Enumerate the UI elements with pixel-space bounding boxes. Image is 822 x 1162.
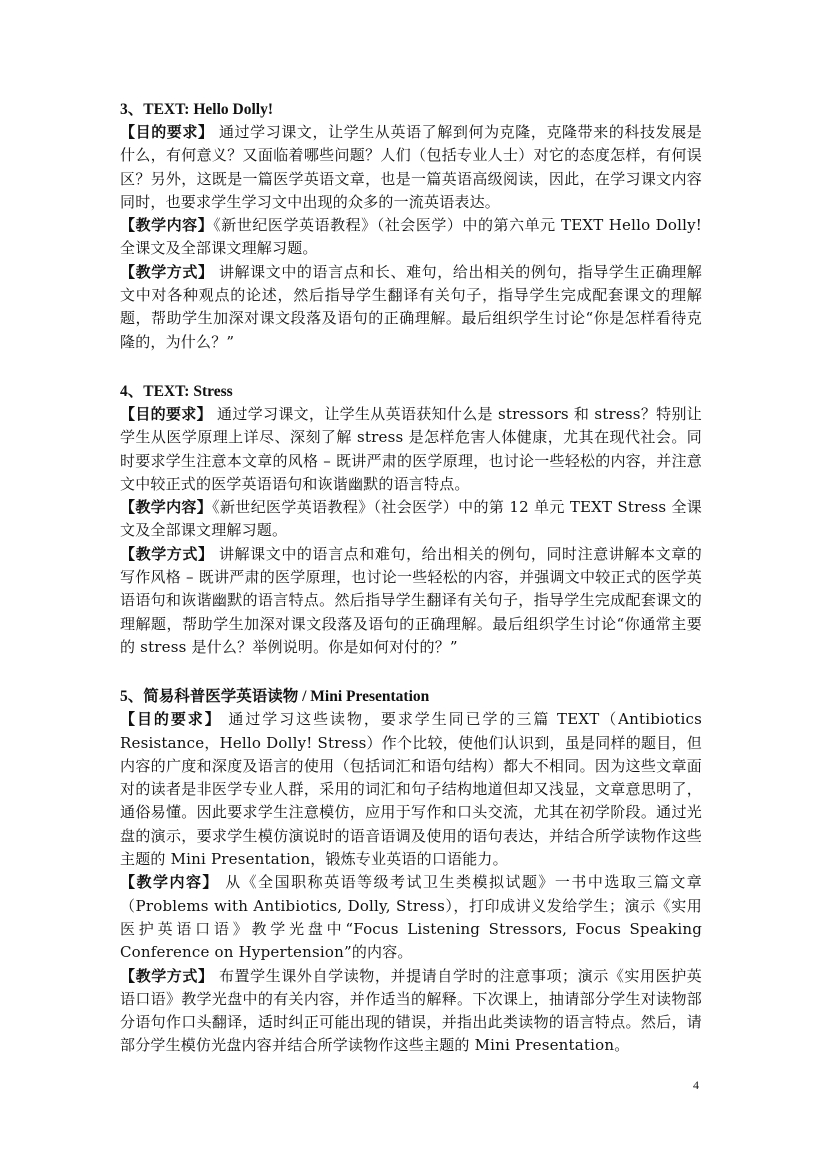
paragraph-label: 【教学内容】 — [120, 873, 219, 892]
paragraph — [120, 403, 702, 496]
paragraph-text: 《新世纪医学英语教程》（社会医学）中的第六单元 TEXT Hello Dolly! 全课文及全部课文理解习题。 — [120, 216, 702, 258]
paragraph — [120, 261, 702, 354]
paragraph-label: 【教学内容】 — [120, 216, 214, 235]
paragraph-label: 【目的要求】 — [120, 710, 222, 729]
paragraph-label: 【目的要求】 — [120, 123, 214, 141]
paragraph-text: 通过学习课文，让学生从英语了解到何为克隆，克隆带来的科技发展是什么，有何意义？又面临着哪些问题？人们（包括专业人士）对它的态度怎样，有何误区？另外，这既是一篇医学英语文章，也是一篇英语高级阅读，因此，在学习课文内容同时，也要求学生学习文中出现的众多的一流英语表达。 — [120, 123, 703, 211]
paragraph-text: 通过学习课文，让学生从英语获知什么是 stressors 和 stress？特别让学生从医学原理上详尽、深刻了解 stress 是怎样危害人体健康，尤其在现代社会。同时要求学生注意本文章的风格 – 既讲严肃的医学原理，也讨论一些轻松的内容，并注意文中较正式的医学英语语句和诙谐幽默的语言特点。 — [120, 404, 703, 493]
paragraph-text: 《新世纪医学英语教程》（社会医学）中的第 12 单元 TEXT Stress 全课文及全部课文理解习题。 — [120, 498, 703, 540]
paragraph — [120, 871, 702, 964]
section-hello-dolly — [120, 98, 702, 354]
paragraph-label: 【教学方式】 — [120, 262, 214, 281]
page-number: 4 — [693, 1078, 699, 1092]
paragraph — [120, 708, 702, 871]
paragraph — [120, 214, 702, 261]
paragraph-label: 【教学方式】 — [120, 966, 214, 985]
section-mini-presentation — [120, 685, 702, 1057]
section-heading: 4、TEXT: Stress — [120, 382, 233, 400]
paragraph — [120, 496, 702, 543]
paragraph-text: 讲解课文中的语言点和难句，给出相关的例句，同时注意讲解本文章的写作风格 – 既讲严肃的医学原理，也讨论一些轻松的内容，并强调文中较正式的医学英语语句和诙谐幽默的语言特点。然后指导学生翻译有关句子，指导学生完成配套课文的理解题，帮助学生加深对课文段落及语句的正确理解。最后组织学生讨论“你通常主要的 stress 是什么？举例说明。你是如何对付的？” — [120, 544, 703, 656]
paragraph-label: 【目的要求】 — [120, 404, 212, 423]
paragraph — [120, 543, 702, 659]
paragraph-text: 讲解课文中的语言点和长、难句，给出相关的例句，指导学生正确理解文中对各种观点的论述，然后指导学生翻译有关句子，指导学生完成配套课文的理解题，帮助学生加深对课文段落及语句的正确理解。最后组织学生讨论“你是怎样看待克隆的，为什么？” — [120, 262, 703, 351]
paragraph-text: 通过学习这些读物，要求学生同已学的三篇 TEXT（Antibiotics Resistance，Hello Dolly! Stress）作个比较，使他们认识到，虽是同样的题目，但内容的广度和深度及语言的使用（包括词汇和语句结构）都大不相同。因为这些文章面对的读者是非医学专业人群，采用的词汇和句子结构地道但却又浅显，文章意思明了，通俗易懂。因此要求学生注意模仿，应用于写作和口头交流，尤其在初学阶段。通过光盘的演示，要求学生模仿演说时的语音语调及使用的语句表达，并结合所学读物作这些主题的 Mini Presentation，锻炼专业英语的口语能力。 — [120, 710, 703, 869]
section-heading: 5、简易科普医学英语读物 / Mini Presentation — [120, 688, 430, 706]
paragraph-label: 【教学内容】 — [120, 498, 213, 517]
paragraph-text: 布置学生课外自学读物，并提请自学时的注意事项；演示《实用医护英语口语》教学光盘中的有关内容，并作适当的解释。下次课上，抽请部分学生对读物部分语句作口头翻译，适时纠正可能出现的错误，并指出此类读物的语言特点。然后，请部分学生模仿光盘内容并结合所学读物作这些主题的 Mini Presentation。 — [120, 966, 703, 1055]
paragraph — [120, 965, 702, 1058]
paragraph — [120, 121, 702, 214]
paragraph-text: 从《全国职称英语等级考试卫生类模拟试题》一书中选取三篇文章（Problems with Antibiotics, Dolly, Stress），打印成讲义发给学生；演示《实用医护英语口语》教学光盘中“Focus Listening Stressors, Focus Speaking Conference on Hypertension”的内容。 — [120, 873, 703, 962]
section-heading: 3、TEXT: Hello Dolly! — [120, 101, 273, 118]
document-body — [120, 98, 702, 1084]
section-stress — [120, 380, 702, 659]
paragraph-label: 【教学方式】 — [120, 544, 214, 563]
